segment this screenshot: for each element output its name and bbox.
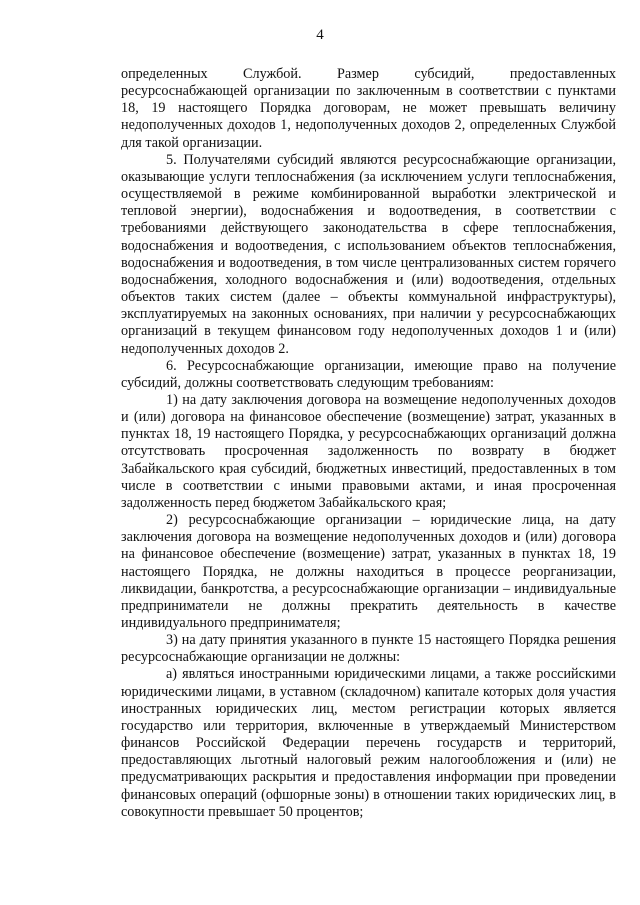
paragraph-subitem-a: а) являться иностранными юридическими лицами, а также российскими юридическими лицами, в уставном (складочном) капитале которых доля участия иностранных юридических лиц, местом регистрации которых является государство или территория, включенные в утверждаемый Министерством финансов Российской Федерации перечень государств и территорий, предоставляющих льготный налоговый режим налогообложения и (или) не предусматривающих раскрытия и предоставления информации при проведении финансовых операций (офшорные зоны) в отношении таких юридических лиц, в совокупности превышает 50 процентов; xyxy=(121,666,616,820)
page-number: 4 xyxy=(316,27,324,43)
paragraph-subitem-2: 2) ресурсоснабжающие организации – юридические лица, на дату заключения договора на возмещение недополученных доходов и (или) договора на финансовое обеспечение (возмещение) затрат, указанных в пунктах 18, 19 настоящего Порядка, не должны находиться в процессе реорганизации, ликвидации, банкротства, а ресурсоснабжающие организации – индивидуальные предприниматели не должны прекратить деятельность в качестве индивидуального предпринимателя; xyxy=(121,512,616,631)
paragraph-subitem-3: 3) на дату принятия указанного в пункте 15 настоящего Порядка решения ресурсоснабжающие организации не должны: xyxy=(121,632,616,666)
document-body xyxy=(121,66,616,821)
paragraph-subitem-1: 1) на дату заключения договора на возмещение недополученных доходов и (или) договора на финансовое обеспечение (возмещение) затрат, указанных в пунктах 18, 19 настоящего Порядка, у ресурсоснабжающих организаций должна отсутствовать просроченная задолженность по возврату в бюджет Забайкальского края субсидий, бюджетных инвестиций, предоставленных в том числе в соответствии с иными правовыми актами, и иная просроченная задолженность перед бюджетом Забайкальского края; xyxy=(121,391,616,511)
paragraph-item-6: 6. Ресурсоснабжающие организации, имеющие право на получение субсидий, должны соответствовать следующим требованиям: xyxy=(121,357,616,391)
paragraph-item-5: 5. Получателями субсидий являются ресурсоснабжающие организации, оказывающие услуги теплоснабжения (за исключением услуги теплоснабжения, осуществляемой в режиме комбинированной выработки электрической и тепловой энергии), водоснабжения и водоотведения, в соответствии с требованиями действующего законодательства в сфере теплоснабжения, водоснабжения и водоотведения, с использованием объектов теплоснабжения, водоснабжения и водоотведения, в том числе централизованных систем горячего водоснабжения, холодного водоснабжения и (или) водоотведения, отдельных объектов таких систем (далее – объекты коммунальной инфраструктуры), эксплуатируемых на законных основаниях, при наличии у ресурсоснабжающих организаций в текущем финансовом году недополученных доходов 1 и (или) недополученных доходов 2. xyxy=(121,151,616,357)
paragraph-continuation: определенных Службой. Размер субсидий, предоставленных ресурсоснабжающей организации по заключенным в соответствии с пунктами 18, 19 настоящего Порядка договорам, не может превышать величину недополученных доходов 1, недополученных доходов 2, определенных Службой для такой организации. xyxy=(121,66,616,151)
